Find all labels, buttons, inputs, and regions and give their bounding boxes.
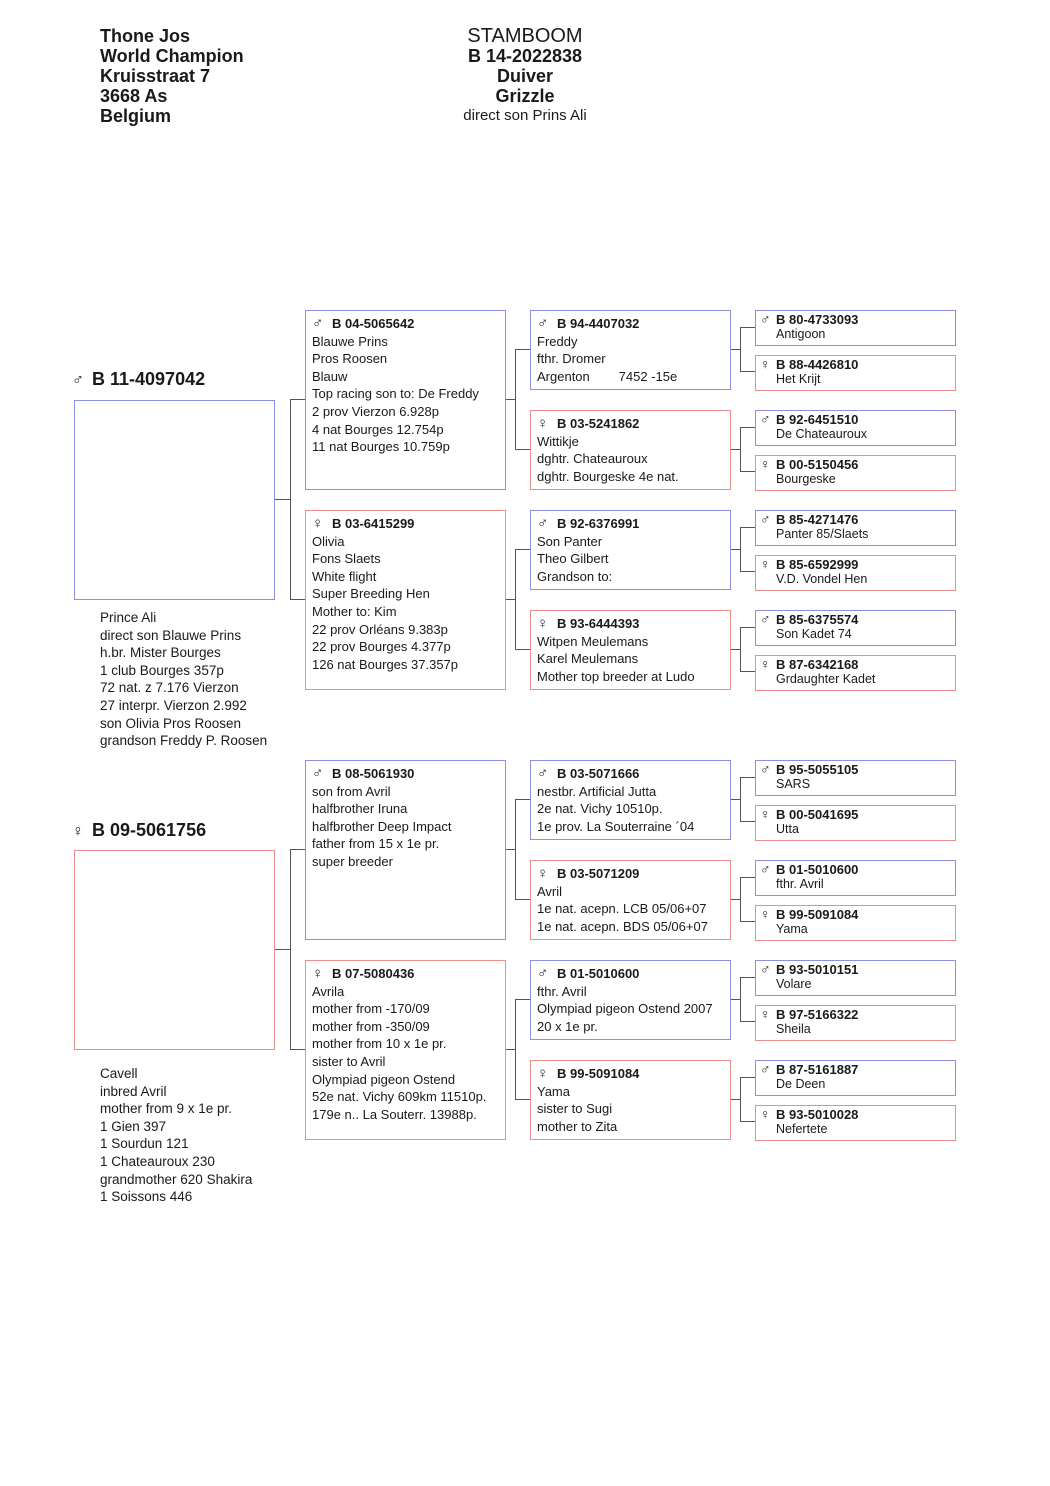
connector: [740, 427, 741, 472]
card-line: fthr. Dromer: [537, 351, 606, 367]
pedigree-card-gen3: [755, 410, 956, 446]
connector: [515, 799, 530, 800]
card-line: 4 nat Bourges 12.754p: [312, 421, 444, 437]
pedigree-card-gen1: [305, 310, 506, 490]
ring-number: B 07-5080436: [332, 966, 415, 981]
pedigree-card-gen3: [755, 655, 956, 691]
connector: [731, 649, 740, 650]
card-line: Argenton 7452 -15e: [537, 368, 678, 384]
connector: [290, 399, 305, 400]
card-line: Son Panter: [537, 533, 603, 549]
dam-line: 1 Soissons 446: [100, 1189, 193, 1205]
dam-line: inbred Avril: [100, 1083, 167, 1099]
card-line: mother from 10 x 1e pr.: [312, 1036, 447, 1052]
card-name: Grdaughter Kadet: [776, 672, 876, 686]
card-line: mother from -170/09: [312, 1001, 430, 1017]
connector: [515, 999, 516, 1100]
dam-line: 1 Sourdun 121: [100, 1136, 189, 1152]
owner-title: World Champion: [100, 46, 244, 66]
card-line: Yama: [537, 1083, 570, 1099]
connector: [740, 1021, 755, 1022]
connector: [740, 1077, 741, 1122]
pedigree-card-gen3: [755, 1105, 956, 1141]
card-name: Son Kadet 74: [776, 627, 852, 641]
connector: [740, 977, 755, 978]
connector: [506, 849, 515, 850]
card-line: halfbrother Iruna: [312, 801, 408, 817]
owner-block: [100, 26, 244, 126]
card-name: Nefertete: [776, 1122, 828, 1136]
female-icon: ♀: [760, 806, 771, 822]
card-line: Karel Meulemans: [537, 651, 639, 667]
card-line: 52e nat. Vichy 609km 11510p.: [312, 1089, 487, 1105]
dam-ring: [72, 820, 206, 841]
pedigree-card-gen3: [755, 1060, 956, 1096]
card-name: fthr. Avril: [776, 877, 824, 891]
connector: [515, 1099, 530, 1100]
connector: [740, 471, 755, 472]
connector: [740, 777, 755, 778]
ring-number: B 97-5166322: [776, 1007, 859, 1022]
connector: [740, 327, 755, 328]
connector: [290, 849, 305, 850]
connector: [290, 599, 305, 600]
male-icon: ♂: [312, 765, 324, 782]
connector: [740, 821, 755, 822]
card-name: Bourgeske: [776, 472, 836, 486]
owner-country: Belgium: [100, 106, 172, 126]
pedigree-card-gen2: [530, 760, 731, 840]
male-icon: ♂: [760, 411, 771, 427]
card-name: Het Krijt: [776, 372, 821, 386]
sire-line: h.br. Mister Bourges: [100, 645, 221, 661]
card-line: Olivia: [312, 533, 345, 549]
female-icon: ♀: [760, 456, 771, 472]
connector: [515, 999, 530, 1000]
connector: [506, 399, 515, 400]
connector: [740, 527, 755, 528]
dam-description: [100, 1065, 252, 1206]
connector: [740, 921, 755, 922]
connector: [731, 999, 740, 1000]
male-icon: ♂: [312, 315, 324, 332]
card-line: 1e nat. acepn. BDS 05/06+07: [537, 918, 708, 934]
card-line: mother from -350/09: [312, 1018, 430, 1034]
card-line: Grandson to:: [537, 568, 613, 584]
connector: [290, 849, 291, 1050]
card-line: Freddy: [537, 333, 578, 349]
ring-number: B 99-5091084: [776, 907, 859, 922]
card-line: 22 prov Bourges 4.377p: [312, 639, 451, 655]
connector: [515, 899, 530, 900]
pedigree-card-gen2: [530, 310, 731, 390]
card-line: dghtr. Bourgeske 4e nat.: [537, 468, 679, 484]
male-icon: ♂: [760, 1061, 771, 1077]
connector: [515, 649, 530, 650]
main-note: direct son Prins Ali: [463, 107, 587, 124]
connector: [740, 527, 741, 572]
pedigree-card-gen3: [755, 510, 956, 546]
main-color: Grizzle: [495, 86, 555, 106]
female-icon: ♀: [760, 556, 771, 572]
card-line: 179e n.. La Souterr. 13988p.: [312, 1106, 477, 1122]
card-name: Panter 85/Slaets: [776, 527, 869, 541]
pedigree-card-gen3: [755, 455, 956, 491]
female-icon: ♀: [537, 1065, 549, 1082]
male-icon: ♂: [760, 611, 771, 627]
pedigree-card-gen3: [755, 310, 956, 346]
male-icon: ♂: [537, 965, 549, 982]
card-line: Wittikje: [537, 433, 579, 449]
connector: [740, 627, 741, 672]
male-icon: ♂: [760, 961, 771, 977]
ring-number: B 00-5150456: [776, 457, 859, 472]
sire-line: grandson Freddy P. Roosen: [100, 733, 268, 749]
pedigree-card-gen3: [755, 860, 956, 896]
pedigree-card-gen3: [755, 805, 956, 841]
connector: [515, 799, 516, 900]
pedigree-card-gen3: [755, 760, 956, 796]
connector: [515, 549, 530, 550]
connector: [740, 671, 755, 672]
card-line: Mother to: Kim: [312, 603, 397, 619]
pedigree-card-gen1: [305, 510, 506, 690]
sire-line: direct son Blauwe Prins: [100, 627, 242, 643]
connector: [731, 799, 740, 800]
pedigree-card-gen1: [305, 960, 506, 1140]
connector: [290, 1049, 305, 1050]
pedigree-card-gen2: [530, 1060, 731, 1140]
ring-number: B 87-6342168: [776, 657, 859, 672]
ring-number: B 03-5241862: [557, 416, 640, 431]
card-line: 11 nat Bourges 10.759p: [312, 439, 450, 455]
connector: [506, 599, 515, 600]
sire-line: 27 interpr. Vierzon 2.992: [100, 697, 247, 713]
dam-ring-number: B 09-5061756: [92, 820, 207, 840]
connector: [515, 449, 530, 450]
card-line: mother to Zita: [537, 1118, 618, 1134]
ring-number: B 08-5061930: [332, 766, 415, 781]
connector: [740, 627, 755, 628]
ring-number: B 03-6415299: [332, 516, 415, 531]
female-icon: ♀: [72, 823, 84, 840]
ring-number: B 99-5091084: [557, 1066, 640, 1081]
male-icon: ♂: [760, 511, 771, 527]
female-icon: ♀: [312, 965, 324, 982]
card-line: 126 nat Bourges 37.357p: [312, 656, 459, 672]
card-line: Blauw: [312, 368, 348, 384]
connector: [275, 949, 290, 950]
ring-number: B 85-6592999: [776, 557, 859, 572]
card-line: Olympiad pigeon Ostend 2007: [537, 1001, 713, 1017]
female-icon: ♀: [760, 1106, 771, 1122]
connector: [740, 371, 755, 372]
card-line: halfbrother Deep Impact: [312, 818, 452, 834]
card-line: Pros Roosen: [312, 351, 388, 367]
connector: [515, 349, 530, 350]
card-line: sister to Sugi: [537, 1101, 613, 1117]
card-line: 2e nat. Vichy 10510p.: [537, 801, 663, 817]
connector: [740, 877, 755, 878]
card-line: Mother top breeder at Ludo: [537, 668, 695, 684]
pedigree-card-gen2: [530, 410, 731, 490]
card-line: Theo Gilbert: [537, 551, 609, 567]
dam-line: mother from 9 x 1e pr.: [100, 1101, 233, 1117]
card-line: Witpen Meulemans: [537, 633, 649, 649]
male-icon: ♂: [72, 372, 84, 389]
male-icon: ♂: [537, 515, 549, 532]
card-line: Avrila: [312, 983, 345, 999]
card-line: nestbr. Artificial Jutta: [537, 783, 657, 799]
connector: [740, 327, 741, 372]
connector: [731, 549, 740, 550]
card-name: Yama: [776, 922, 808, 936]
connector: [515, 349, 516, 450]
female-icon: ♀: [537, 615, 549, 632]
sire-line: 1 club Bourges 357p: [100, 662, 224, 678]
pedigree-card-gen2: [530, 860, 731, 940]
owner-street: Kruisstraat 7: [100, 66, 211, 86]
card-line: dghtr. Chateauroux: [537, 451, 648, 467]
ring-number: B 95-5055105: [776, 762, 859, 777]
card-name: Volare: [776, 977, 812, 991]
ring-number: B 87-5161887: [776, 1062, 859, 1077]
connector: [731, 1099, 740, 1100]
pedigree-card-gen1: [305, 760, 506, 940]
pedigree-card-gen2: [530, 610, 731, 690]
male-icon: ♂: [537, 315, 549, 332]
pedigree-card-gen3: [755, 960, 956, 996]
dam-photo: [74, 850, 275, 1050]
card-line: 1e nat. acepn. LCB 05/06+07: [537, 901, 707, 917]
connector: [515, 549, 516, 650]
card-name: Utta: [776, 822, 799, 836]
pedigree-card-gen3: [755, 610, 956, 646]
card-line: Olympiad pigeon Ostend: [312, 1071, 456, 1087]
card-name: V.D. Vondel Hen: [776, 572, 868, 586]
pedigree-header: [405, 26, 645, 126]
sire-photo: [74, 400, 275, 600]
connector: [740, 427, 755, 428]
sire-line: 72 nat. z 7.176 Vierzon: [100, 680, 239, 696]
dam-line: Cavell: [100, 1066, 138, 1081]
connector: [731, 349, 740, 350]
ring-number: B 94-4407032: [557, 316, 640, 331]
connector: [275, 499, 290, 500]
card-line: Blauwe Prins: [312, 333, 388, 349]
card-name: De Deen: [776, 1077, 826, 1091]
sire-description: [100, 609, 267, 750]
card-name: SARS: [776, 777, 811, 791]
male-icon: ♂: [760, 311, 771, 327]
female-icon: ♀: [312, 515, 324, 532]
ring-number: B 85-6375574: [776, 612, 859, 627]
male-icon: ♂: [537, 765, 549, 782]
male-icon: ♂: [760, 761, 771, 777]
sire-ring-number: B 11-4097042: [92, 369, 206, 389]
dam-line: 1 Gien 397: [100, 1118, 167, 1134]
ring-number: B 93-6444393: [557, 616, 640, 631]
ring-number: B 04-5065642: [332, 316, 415, 331]
card-line: 1e prov. La Souterraine ´04: [537, 818, 695, 834]
card-line: Top racing son to: De Freddy: [312, 386, 479, 402]
pedigree-card-gen3: [755, 1005, 956, 1041]
card-line: Avril: [537, 883, 563, 899]
card-name: De Chateauroux: [776, 427, 868, 441]
male-icon: ♂: [760, 861, 771, 877]
card-line: Super Breeding Hen: [312, 586, 430, 602]
card-line: sister to Avril: [312, 1053, 386, 1069]
card-line: 2 prov Vierzon 6.928p: [312, 403, 439, 419]
female-icon: ♀: [760, 906, 771, 922]
card-line: father from 15 x 1e pr.: [312, 836, 440, 852]
ring-number: B 92-6451510: [776, 412, 859, 427]
dam-line: 1 Chateauroux 230: [100, 1153, 215, 1169]
pedigree-card-gen3: [755, 355, 956, 391]
ring-number: B 85-4271476: [776, 512, 859, 527]
ring-number: B 88-4426810: [776, 357, 859, 372]
card-line: White flight: [312, 568, 377, 584]
card-name: Sheila: [776, 1022, 811, 1036]
sire-ring: [72, 369, 205, 390]
female-icon: ♀: [760, 356, 771, 372]
main-ring-number: B 14-2022838: [467, 46, 583, 66]
ring-number: B 93-5010028: [776, 1107, 859, 1122]
main-sex: Duiver: [496, 66, 554, 86]
connector: [731, 449, 740, 450]
pedigree-card-gen3: [755, 905, 956, 941]
card-line: son from Avril: [312, 783, 391, 799]
connector: [740, 877, 741, 922]
pedigree-card-gen2: [530, 960, 731, 1040]
connector: [740, 1121, 755, 1122]
page-title: STAMBOOM: [467, 25, 583, 47]
ring-number: B 92-6376991: [557, 516, 640, 531]
connector: [506, 1049, 515, 1050]
connector: [740, 571, 755, 572]
connector: [731, 899, 740, 900]
pedigree-card-gen3: [755, 555, 956, 591]
card-name: Antigoon: [776, 327, 826, 341]
sire-line: son Olivia Pros Roosen: [100, 715, 242, 731]
connector: [290, 399, 291, 600]
card-line: 20 x 1e pr.: [537, 1018, 598, 1034]
pedigree-card-gen2: [530, 510, 731, 590]
connector: [740, 1077, 755, 1078]
ring-number: B 93-5010151: [776, 962, 859, 977]
card-line: fthr. Avril: [537, 983, 587, 999]
card-line: Fons Slaets: [312, 551, 381, 567]
dam-line: grandmother 620 Shakira: [100, 1171, 253, 1187]
owner-name: Thone Jos: [100, 26, 191, 46]
female-icon: ♀: [537, 415, 549, 432]
sire-line: Prince Ali: [100, 610, 157, 625]
ring-number: B 03-5071209: [557, 866, 640, 881]
connector: [740, 777, 741, 822]
owner-city: 3668 As: [100, 86, 168, 106]
ring-number: B 03-5071666: [557, 766, 640, 781]
ring-number: B 00-5041695: [776, 807, 859, 822]
card-line: super breeder: [312, 853, 393, 869]
female-icon: ♀: [760, 656, 771, 672]
ring-number: B 01-5010600: [557, 966, 640, 981]
female-icon: ♀: [760, 1006, 771, 1022]
female-icon: ♀: [537, 865, 549, 882]
ring-number: B 80-4733093: [776, 312, 859, 327]
ring-number: B 01-5010600: [776, 862, 859, 877]
connector: [740, 977, 741, 1022]
card-line: 22 prov Orléans 9.383p: [312, 621, 448, 637]
